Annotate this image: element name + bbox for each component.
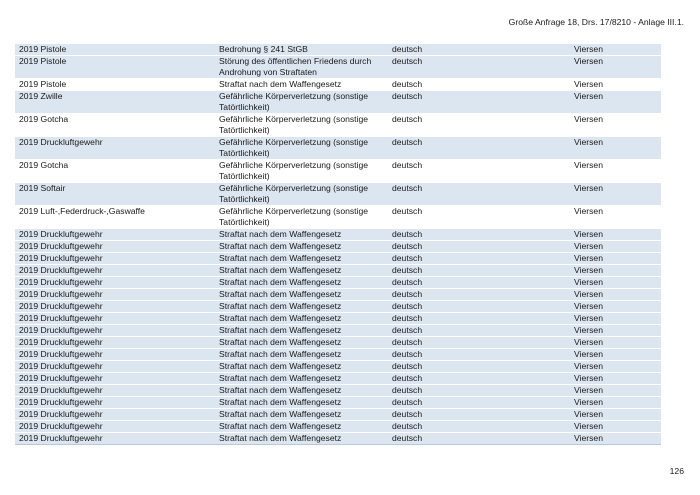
year-weapon-cell: 2019 Druckluftgewehr (15, 137, 215, 160)
year-weapon-cell: 2019 Pistole (15, 56, 215, 79)
offense-cell: Straftat nach dem Waffengesetz (215, 385, 388, 397)
nationality-cell: deutsch (388, 241, 570, 253)
year-weapon-cell: 2019 Druckluftgewehr (15, 397, 215, 409)
year-weapon-cell: 2019 Druckluftgewehr (15, 301, 215, 313)
year-weapon-cell: 2019 Druckluftgewehr (15, 337, 215, 349)
place-cell: Viersen (570, 349, 661, 361)
place-cell: Viersen (570, 253, 661, 265)
nationality-cell: deutsch (388, 229, 570, 241)
nationality-cell: deutsch (388, 337, 570, 349)
table-row (15, 373, 661, 385)
place-cell: Viersen (570, 56, 661, 79)
offense-cell: Gefährliche Körperverletzung (sonstige Tatörtlichkeit) (215, 91, 388, 114)
offense-cell: Straftat nach dem Waffengesetz (215, 253, 388, 265)
table-row (15, 409, 661, 421)
offense-cell: Straftat nach dem Waffengesetz (215, 241, 388, 253)
offense-cell: Straftat nach dem Waffengesetz (215, 397, 388, 409)
place-cell: Viersen (570, 277, 661, 289)
place-cell: Viersen (570, 265, 661, 277)
place-cell: Viersen (570, 91, 661, 114)
table-row (15, 277, 661, 289)
place-cell: Viersen (570, 385, 661, 397)
nationality-cell: deutsch (388, 114, 570, 137)
year-weapon-cell: 2019 Druckluftgewehr (15, 265, 215, 277)
nationality-cell: deutsch (388, 349, 570, 361)
offense-cell: Straftat nach dem Waffengesetz (215, 79, 388, 91)
table-row (15, 325, 661, 337)
place-cell: Viersen (570, 183, 661, 206)
table-row (15, 337, 661, 349)
offense-cell: Straftat nach dem Waffengesetz (215, 265, 388, 277)
nationality-cell: deutsch (388, 325, 570, 337)
table-row (15, 397, 661, 409)
offense-cell: Straftat nach dem Waffengesetz (215, 325, 388, 337)
nationality-cell: deutsch (388, 373, 570, 385)
table-row (15, 241, 661, 253)
place-cell: Viersen (570, 160, 661, 183)
table-row (15, 301, 661, 313)
table-row (15, 349, 661, 361)
year-weapon-cell: 2019 Luft-,Federdruck-,Gaswaffe (15, 206, 215, 229)
place-cell: Viersen (570, 79, 661, 91)
place-cell: Viersen (570, 241, 661, 253)
place-cell: Viersen (570, 206, 661, 229)
nationality-cell: deutsch (388, 409, 570, 421)
nationality-cell: deutsch (388, 56, 570, 79)
offense-cell: Bedrohung § 241 StGB (215, 44, 388, 56)
offense-cell: Straftat nach dem Waffengesetz (215, 289, 388, 301)
offense-cell: Straftat nach dem Waffengesetz (215, 277, 388, 289)
nationality-cell: deutsch (388, 253, 570, 265)
table-row (15, 44, 661, 56)
nationality-cell: deutsch (388, 277, 570, 289)
nationality-cell: deutsch (388, 44, 570, 56)
year-weapon-cell: 2019 Pistole (15, 44, 215, 56)
table-row (15, 183, 661, 206)
year-weapon-cell: 2019 Gotcha (15, 114, 215, 137)
offense-cell: Straftat nach dem Waffengesetz (215, 409, 388, 421)
offense-cell: Straftat nach dem Waffengesetz (215, 349, 388, 361)
year-weapon-cell: 2019 Druckluftgewehr (15, 313, 215, 325)
nationality-cell: deutsch (388, 79, 570, 91)
nationality-cell: deutsch (388, 313, 570, 325)
place-cell: Viersen (570, 361, 661, 373)
place-cell: Viersen (570, 137, 661, 160)
table-row (15, 433, 661, 445)
nationality-cell: deutsch (388, 421, 570, 433)
table-row (15, 114, 661, 137)
offense-cell: Straftat nach dem Waffengesetz (215, 421, 388, 433)
offense-cell: Straftat nach dem Waffengesetz (215, 373, 388, 385)
table-row (15, 313, 661, 325)
table-row (15, 160, 661, 183)
year-weapon-cell: 2019 Druckluftgewehr (15, 229, 215, 241)
year-weapon-cell: 2019 Pistole (15, 79, 215, 91)
nationality-cell: deutsch (388, 265, 570, 277)
nationality-cell: deutsch (388, 206, 570, 229)
place-cell: Viersen (570, 44, 661, 56)
offense-cell: Störung des öffentlichen Friedens durch Androhung von Straftaten (215, 56, 388, 79)
table-row (15, 289, 661, 301)
table-row (15, 56, 661, 79)
year-weapon-cell: 2019 Zwille (15, 91, 215, 114)
year-weapon-cell: 2019 Druckluftgewehr (15, 277, 215, 289)
place-cell: Viersen (570, 301, 661, 313)
year-weapon-cell: 2019 Druckluftgewehr (15, 349, 215, 361)
year-weapon-cell: 2019 Druckluftgewehr (15, 253, 215, 265)
nationality-cell: deutsch (388, 91, 570, 114)
table-row (15, 361, 661, 373)
table-row (15, 137, 661, 160)
nationality-cell: deutsch (388, 397, 570, 409)
year-weapon-cell: 2019 Druckluftgewehr (15, 289, 215, 301)
data-table (15, 44, 661, 445)
place-cell: Viersen (570, 409, 661, 421)
offense-cell: Gefährliche Körperverletzung (sonstige Tatörtlichkeit) (215, 114, 388, 137)
place-cell: Viersen (570, 421, 661, 433)
table-row (15, 91, 661, 114)
offense-cell: Straftat nach dem Waffengesetz (215, 337, 388, 349)
table-row (15, 385, 661, 397)
nationality-cell: deutsch (388, 361, 570, 373)
offense-cell: Straftat nach dem Waffengesetz (215, 433, 388, 445)
offense-cell: Gefährliche Körperverletzung (sonstige Tatörtlichkeit) (215, 160, 388, 183)
table-row (15, 206, 661, 229)
offense-cell: Straftat nach dem Waffengesetz (215, 229, 388, 241)
year-weapon-cell: 2019 Druckluftgewehr (15, 373, 215, 385)
table-row (15, 265, 661, 277)
place-cell: Viersen (570, 325, 661, 337)
year-weapon-cell: 2019 Druckluftgewehr (15, 385, 215, 397)
place-cell: Viersen (570, 289, 661, 301)
nationality-cell: deutsch (388, 385, 570, 397)
offense-cell: Gefährliche Körperverletzung (sonstige Tatörtlichkeit) (215, 137, 388, 160)
place-cell: Viersen (570, 373, 661, 385)
year-weapon-cell: 2019 Druckluftgewehr (15, 241, 215, 253)
table-row (15, 229, 661, 241)
offense-cell: Straftat nach dem Waffengesetz (215, 361, 388, 373)
year-weapon-cell: 2019 Druckluftgewehr (15, 361, 215, 373)
nationality-cell: deutsch (388, 433, 570, 445)
offense-cell: Gefährliche Körperverletzung (sonstige Tatörtlichkeit) (215, 183, 388, 206)
offense-cell: Straftat nach dem Waffengesetz (215, 301, 388, 313)
document-reference-header: Große Anfrage 18, Drs. 17/8210 - Anlage III.1. (508, 17, 684, 27)
nationality-cell: deutsch (388, 301, 570, 313)
year-weapon-cell: 2019 Druckluftgewehr (15, 325, 215, 337)
nationality-cell: deutsch (388, 137, 570, 160)
table-row (15, 421, 661, 433)
place-cell: Viersen (570, 114, 661, 137)
place-cell: Viersen (570, 337, 661, 349)
page-number: 126 (669, 466, 684, 476)
table-row (15, 79, 661, 91)
year-weapon-cell: 2019 Druckluftgewehr (15, 409, 215, 421)
place-cell: Viersen (570, 229, 661, 241)
offense-cell: Gefährliche Körperverletzung (sonstige Tatörtlichkeit) (215, 206, 388, 229)
offense-cell: Straftat nach dem Waffengesetz (215, 313, 388, 325)
place-cell: Viersen (570, 313, 661, 325)
year-weapon-cell: 2019 Druckluftgewehr (15, 433, 215, 445)
nationality-cell: deutsch (388, 160, 570, 183)
year-weapon-cell: 2019 Softair (15, 183, 215, 206)
year-weapon-cell: 2019 Gotcha (15, 160, 215, 183)
place-cell: Viersen (570, 433, 661, 445)
table-row (15, 253, 661, 265)
year-weapon-cell: 2019 Druckluftgewehr (15, 421, 215, 433)
nationality-cell: deutsch (388, 183, 570, 206)
place-cell: Viersen (570, 397, 661, 409)
nationality-cell: deutsch (388, 289, 570, 301)
